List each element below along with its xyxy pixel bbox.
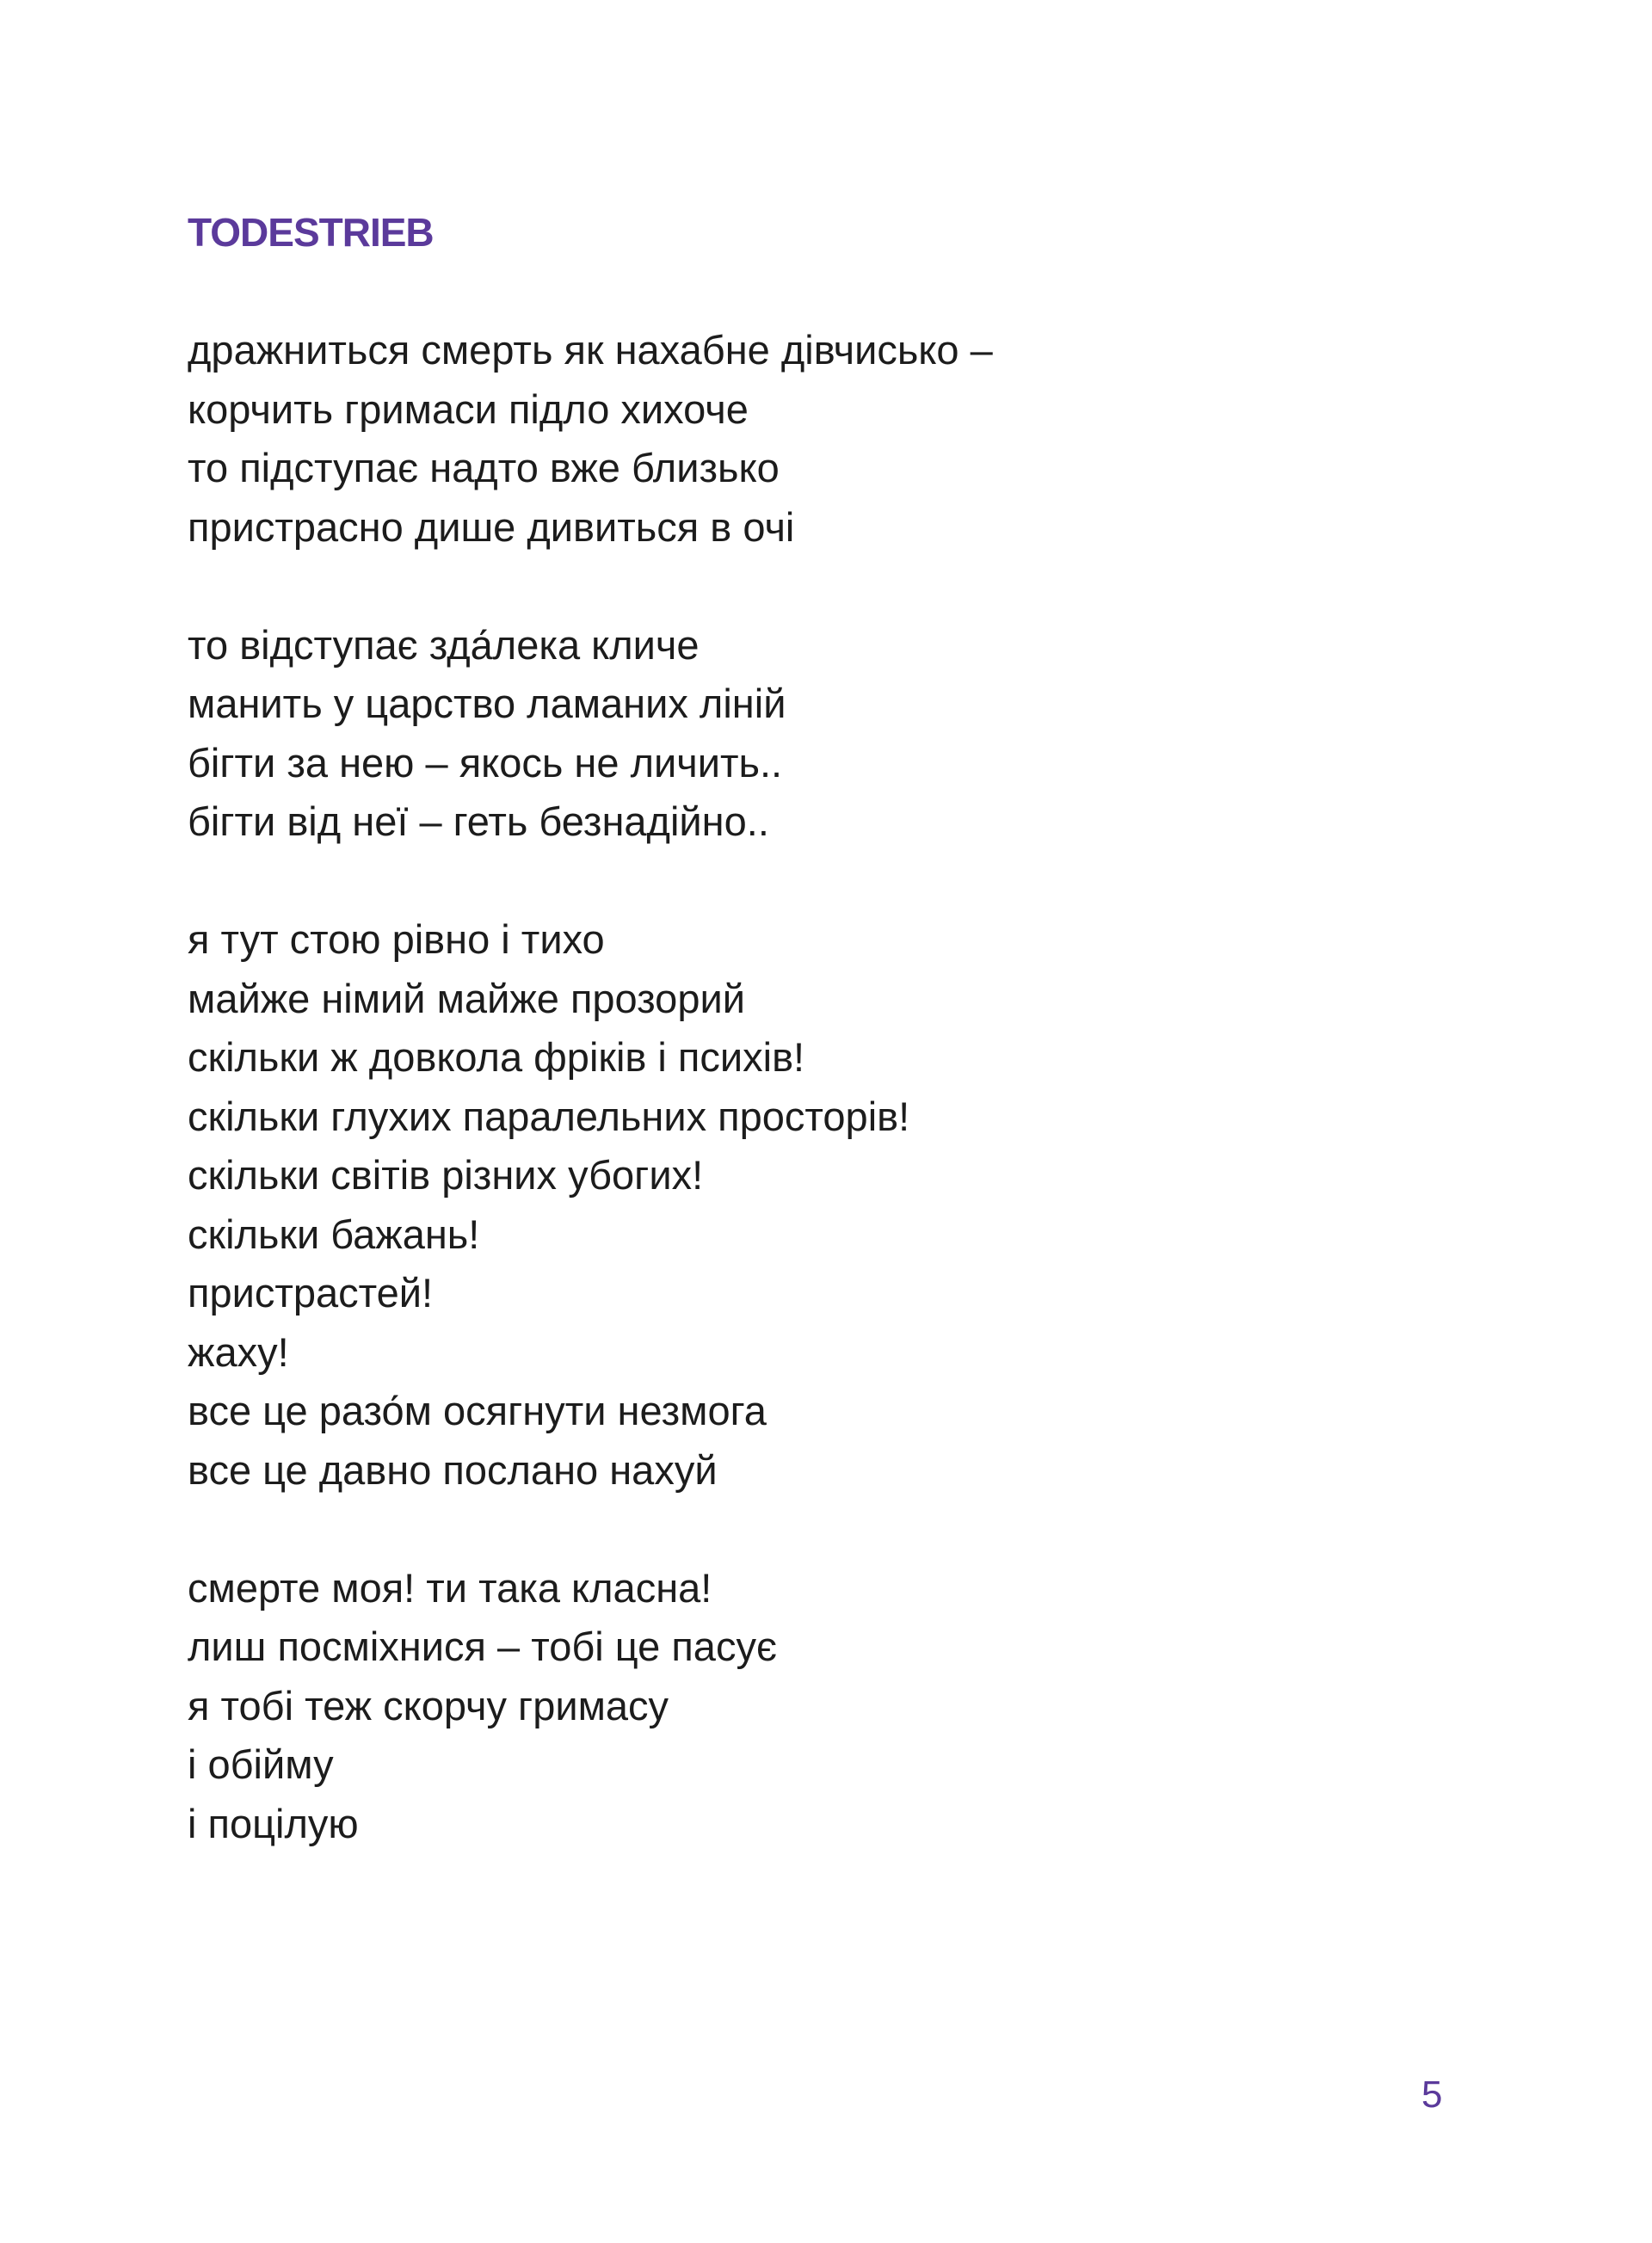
poem-title: TODESTRIEB: [188, 210, 434, 255]
poem-line: лиш посміхнися – тобі це пасує: [188, 1624, 777, 1669]
poem-line: дражниться смерть як нахабне дівчисько –: [188, 327, 993, 373]
poem-line: то підступає надто вже близько: [188, 445, 780, 490]
poem-line: пристрастей!: [188, 1270, 434, 1316]
poem-line: я тут стою рівно і тихо: [188, 916, 605, 962]
stanza: [188, 1559, 993, 1854]
stanza: [188, 616, 993, 852]
stanza: [188, 321, 993, 557]
poem-line: все це давно послано нахуй: [188, 1446, 718, 1493]
poem-line: жаху!: [188, 1328, 289, 1375]
poem-line: все це разо́м осягнути незмога: [188, 1388, 767, 1433]
stanza: [188, 910, 993, 1500]
poem-line: пристрасно дише дивиться в очі: [188, 503, 795, 550]
poem-line: манить у царство ламаних ліній: [188, 681, 786, 726]
poem-line: бігти від неї – геть безнадійно..: [188, 798, 769, 844]
poem-line: майже німий майже прозорий: [188, 975, 745, 1021]
poem-body: [188, 321, 993, 1913]
poem-line: скільки ж довкола фріків і психів!: [188, 1034, 805, 1080]
poem-line: бігти за нею – якось не личить..: [188, 739, 783, 786]
poem-line: скільки глухих паралельних просторів!: [188, 1093, 910, 1139]
poem-line: скільки бажань!: [188, 1211, 480, 1257]
poem-line: і обійму: [188, 1741, 334, 1787]
poem-line: то відступає зда́лека кличе: [188, 621, 700, 668]
poem-line: корчить гримаси підло хихоче: [188, 385, 749, 432]
poem-line: і поцілую: [188, 1800, 359, 1846]
page-number: 5: [1421, 2074, 1443, 2116]
poem-line: скільки світів різних убогих!: [188, 1152, 704, 1198]
poem-line: смерте моя! ти така класна!: [188, 1564, 712, 1611]
poem-line: я тобі теж скорчу гримасу: [188, 1682, 669, 1728]
